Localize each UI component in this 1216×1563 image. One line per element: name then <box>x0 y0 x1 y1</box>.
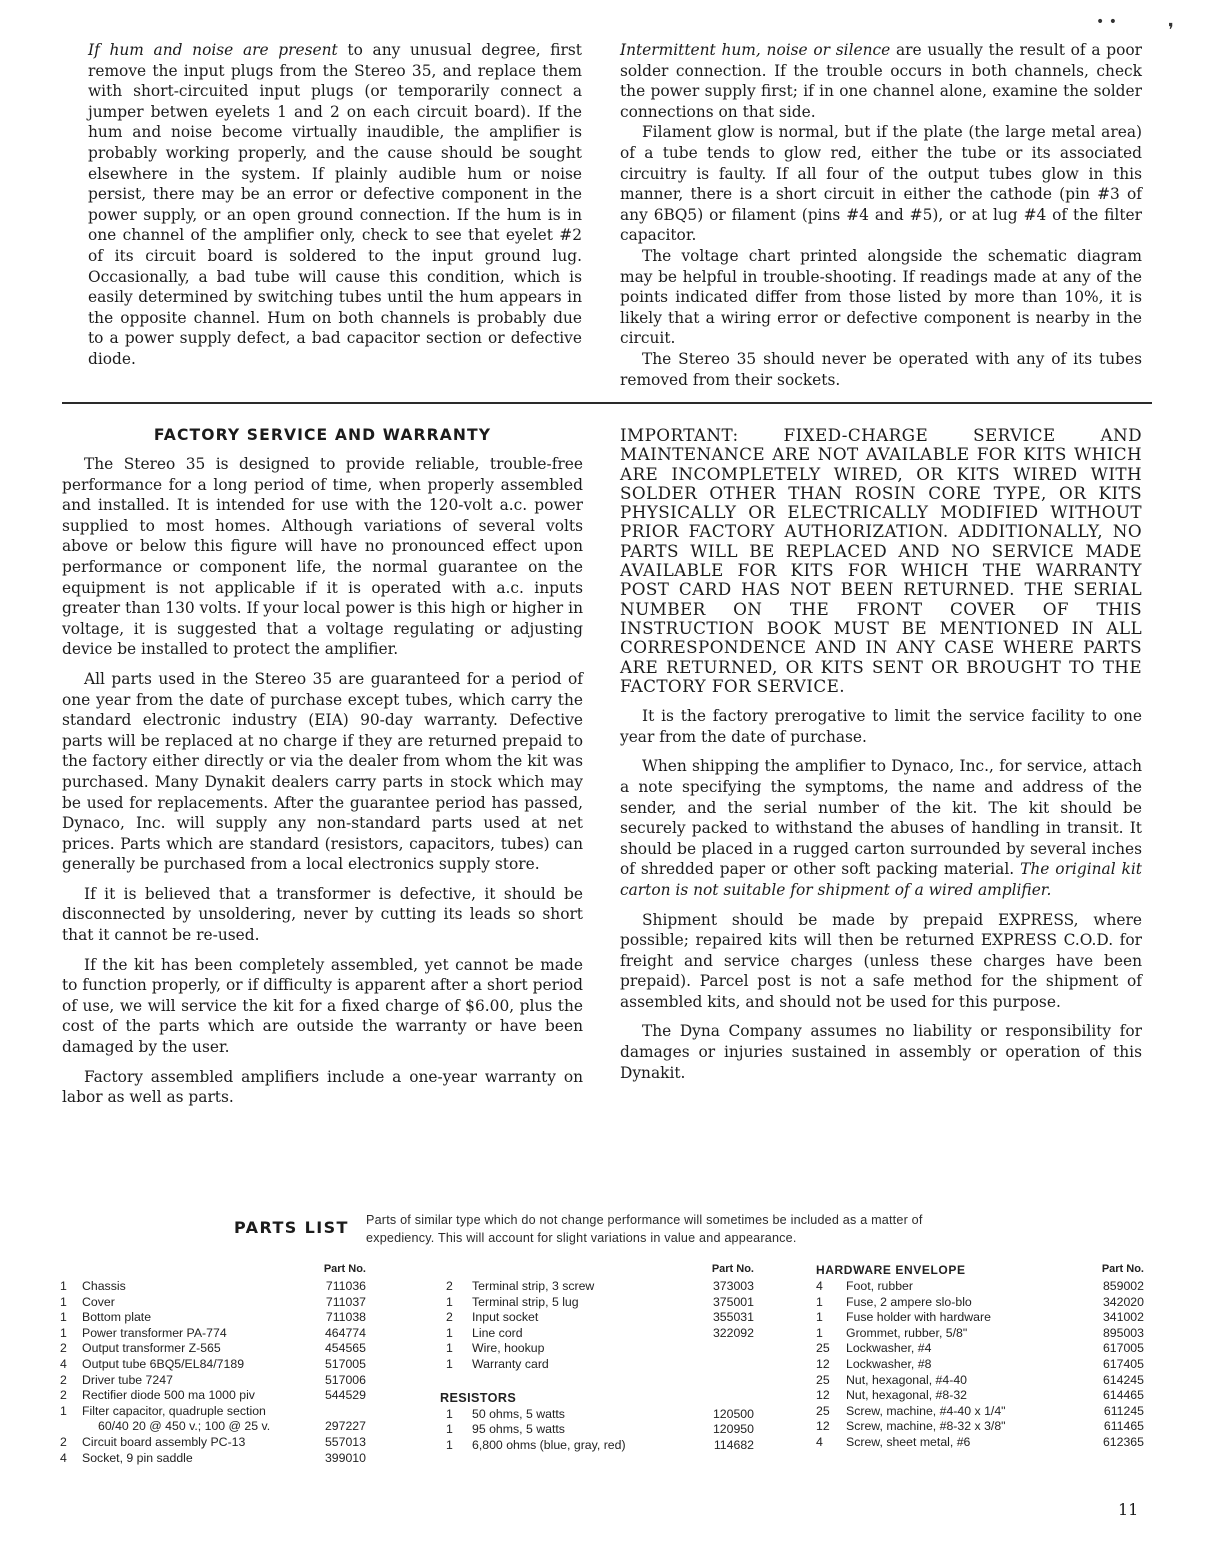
part-quantity: 1 <box>60 1325 67 1340</box>
important-notice: IMPORTANT: FIXED-CHARGE SERVICE AND MAINTENANCE ARE NOT AVAILABLE FOR KITS WHICH ARE INCOMPLETELY WIRED, OR KITS WIRED WITH SOLDER OTHER THAN ROSIN CORE TYPE, OR KITS PHYSICALLY OR ELECTRICALLY MODIFIED WITHOUT PRIOR FACTORY AUTHORIZATION. ADDITIONALLY, NO PARTS WILL BE REPLACED AND NO SERVICE MADE AVAILABLE FOR KITS FOR WHICH THE WARRANTY POST CARD HAS NOT BEEN RETURNED. THE SERIAL NUMBER ON THE FRONT COVER OF THIS INSTRUCTION BOOK MUST BE MENTIONED IN ALL CORRESPONDENCE AND IN ANY CASE WHERE PARTS ARE RETURNED, OR KITS SENT OR BROUGHT TO THE FACTORY FOR SERVICE. <box>620 425 1142 696</box>
parts-row <box>816 1404 1144 1420</box>
part-quantity: 1 <box>446 1356 453 1371</box>
parts-row <box>60 1419 366 1435</box>
part-description: Cover <box>82 1294 115 1309</box>
part-quantity: 1 <box>60 1403 67 1418</box>
part-quantity: 1 <box>446 1325 453 1340</box>
part-description: Screw, machine, #8-32 x 3/8" <box>846 1419 1006 1434</box>
part-number: 120500 <box>712 1406 754 1421</box>
hum-noise-paragraph: If hum and noise are present to any unusual degree, first remove the input plugs from the Stereo 35, and replace them with short-circuited input plugs (or temporarily connect a jumper betwen eyelets 1 and 2 on each circuit board). If the hum and noise become virtually inaudible, the amplifier is probably working properly, and the cause should be sought elsewhere in the system. If plainly audible hum or noise persist, there may be an error or defective component in the power supply, or an open ground connection. If the hum is in one channel of the amplifier only, check to see that eyelet #2 of its circuit board is soldered to the input ground lug. Occasionally, a bad tube will cause this condition, which is easily determined by switching tubes until the hum appears in the opposite channel. Hum on both channels is probably due to a power supply defect, a bad capacitor section or defective diode. <box>88 41 582 368</box>
part-description: Foot, rubber <box>846 1279 913 1293</box>
part-quantity: 2 <box>60 1372 67 1387</box>
parts-row <box>446 1310 754 1326</box>
warranty-section <box>62 426 583 1108</box>
part-description: 50 ohms, 5 watts <box>472 1406 565 1421</box>
part-number: 373003 <box>712 1279 754 1293</box>
service-paragraph: It is the factory prerogative to limit the service facility to one year from the date of purchase. <box>620 707 1142 746</box>
part-description: Grommet, rubber, 5/8" <box>846 1325 968 1340</box>
section-divider <box>62 402 1152 404</box>
hardware-header-row <box>816 1263 1144 1279</box>
part-quantity: 2 <box>446 1279 453 1293</box>
part-number: 517006 <box>324 1372 366 1387</box>
warranty-paragraph: If it is believed that a transformer is defective, it should be disconnected by unsoldering, never by cutting its leads so short that it cannot be re-used. <box>62 884 583 945</box>
part-quantity: 4 <box>816 1434 823 1449</box>
parts-row <box>446 1407 754 1423</box>
parts-row <box>60 1310 366 1326</box>
part-quantity: 1 <box>446 1341 453 1356</box>
part-number: 517005 <box>324 1356 366 1371</box>
part-number: 557013 <box>324 1434 366 1449</box>
parts-row <box>446 1357 754 1373</box>
part-quantity: 2 <box>60 1341 67 1356</box>
parts-row <box>60 1388 366 1404</box>
part-number: 114682 <box>713 1437 754 1452</box>
part-description: Terminal strip, 5 lug <box>472 1294 579 1309</box>
parts-row <box>60 1326 366 1342</box>
part-number: 895003 <box>1102 1325 1144 1340</box>
scan-speck: • • <box>1096 14 1117 30</box>
part-quantity: 2 <box>60 1388 67 1403</box>
service-paragraph: Shipment should be made by prepaid EXPRESS, where possible; repaired kits will then be returned EXPRESS C.O.D. for freight and service charges (unless these charges have been prepaid). Parcel post is not a safe method for the shipment of assembled kits, and should not be used for this purpose. <box>620 910 1142 1011</box>
part-description: Terminal strip, 3 screw <box>472 1279 595 1293</box>
parts-column-1 <box>60 1263 366 1466</box>
warranty-paragraph: The Stereo 35 is designed to provide reliable, trouble-free performance for a long period of time, when properly assembled and installed. It is intended for use with the 120-volt a.c. power supplied to most homes. Although variations of several volts above or below this figure will have no pronounced effect upon performance or component life, the normal guarantee on the equipment is not applicable if it is operated with a.c. inputs greater than 130 volts. If your local power is this high or higher in voltage, it is suggested that a voltage regulating or adjusting device be installed to protect the amplifier. <box>62 455 583 659</box>
part-quantity: 4 <box>60 1450 67 1465</box>
parts-row <box>816 1310 1144 1326</box>
part-number: 297227 <box>324 1419 366 1434</box>
intermittent-section <box>620 40 1142 390</box>
parts-row <box>816 1326 1144 1342</box>
part-description: Circuit board assembly PC-13 <box>82 1434 246 1449</box>
parts-row <box>446 1326 754 1342</box>
part-quantity: 2 <box>446 1310 453 1325</box>
parts-row <box>446 1279 754 1295</box>
parts-row <box>60 1404 366 1420</box>
service-section <box>620 426 1142 1083</box>
part-number: 614245 <box>1102 1372 1144 1387</box>
part-description: Fuse, 2 ampere slo-blo <box>846 1294 972 1309</box>
part-number: 120950 <box>712 1422 754 1437</box>
part-description: Driver tube 7247 <box>82 1372 173 1387</box>
part-quantity: 12 <box>816 1356 830 1371</box>
part-description: Fuse holder with hardware <box>846 1310 991 1325</box>
shipping-paragraph: When shipping the amplifier to Dynaco, Inc., for service, attach a note specifying the symptoms, the name and address of the sender, and the serial number of the kit. The kit should be securely packed to withstand the abuses of handling in transit. It should be placed in a rugged carton surrounded by several inches of shredded paper or other soft packing material. The original kit carton is not suitable for shipment of a wired amplifier. <box>620 757 1142 899</box>
parts-row <box>816 1419 1144 1435</box>
part-number: 614465 <box>1102 1388 1144 1403</box>
filament-glow-paragraph: Filament glow is normal, but if the plate (the large metal area) of a tube tends to glow red, either the tube or its associated circuitry is faulty. If all four of the output tubes glow in this manner, there is a short circuit in either the cathode (pin #3 of any 6BQ5) or filament (pins #4 and #5), or at lug #4 of the filter capacitor. <box>620 123 1142 245</box>
part-quantity: 25 <box>816 1341 830 1356</box>
part-description: 60/40 20 @ 450 v.; 100 @ 25 v. <box>98 1419 271 1434</box>
part-quantity: 1 <box>446 1422 453 1437</box>
voltage-chart-paragraph: The voltage chart printed alongside the schematic diagram may be helpful in trouble-shooting. If readings made at any of the points indicated differ from those listed by more than 10%, it is likely that a wiring error or defective component is nearby in the circuit. <box>620 246 1142 348</box>
parts-row <box>816 1373 1144 1389</box>
part-description: 95 ohms, 5 watts <box>472 1422 565 1437</box>
parts-row <box>60 1451 366 1467</box>
parts-row <box>60 1373 366 1389</box>
part-number: 341002 <box>1102 1310 1144 1325</box>
warranty-paragraph: Factory assembled amplifiers include a one-year warranty on labor as well as parts. <box>62 1067 583 1107</box>
part-number: 464774 <box>324 1325 366 1340</box>
part-quantity: 12 <box>816 1388 830 1403</box>
parts-column-2 <box>440 1263 754 1453</box>
part-description: Warranty card <box>472 1356 549 1371</box>
parts-row <box>816 1357 1144 1373</box>
warranty-paragraph: If the kit has been completely assembled, yet cannot be made to function properly, or if difficulty is apparent after a short period of use, we will service the kit for a fixed charge of $6.00, plus the cost of the parts which are outside the warranty or have been damaged by the user. <box>62 955 583 1057</box>
part-description: Power transformer PA-774 <box>82 1325 227 1340</box>
parts-row <box>446 1341 754 1357</box>
part-number: 544529 <box>324 1388 366 1403</box>
part-description: Nut, hexagonal, #8-32 <box>846 1388 968 1403</box>
part-number: 617005 <box>1102 1341 1144 1356</box>
parts-list-title: PARTS LIST <box>234 1218 349 1237</box>
part-number: 617405 <box>1102 1356 1144 1371</box>
parts-row <box>60 1435 366 1451</box>
part-description: Chassis <box>82 1279 126 1293</box>
part-description: Input socket <box>472 1310 539 1325</box>
part-quantity: 12 <box>816 1419 830 1434</box>
parts-row <box>816 1388 1144 1404</box>
part-description: Line cord <box>472 1325 523 1340</box>
part-number: 611245 <box>1103 1403 1144 1418</box>
part-quantity <box>60 1419 82 1435</box>
warranty-paragraph: All parts used in the Stereo 35 are guaranteed for a period of one year from the date of purchase except tubes, which carry the standard electronic industry (EIA) 90-day warranty. Defective parts will be replaced at no charge if they are returned prepaid to the factory either directly or via the dealer from whom the kit was purchased. Many Dynakit dealers carry parts in stock which may be used for replacements. After the guarantee period has passed, Dynaco, Inc. will supply any non-standard parts used at net prices. Parts which are standard (resistors, capacitors, tubes) can generally be purchased from a local electronics supply store. <box>62 669 583 874</box>
part-description: Screw, machine, #4-40 x 1/4" <box>846 1403 1006 1418</box>
part-number: 399010 <box>324 1450 366 1465</box>
part-number: 612365 <box>1102 1434 1144 1449</box>
part-description: 6,800 ohms (blue, gray, red) <box>472 1437 626 1452</box>
part-description: Screw, sheet metal, #6 <box>846 1434 971 1449</box>
part-description: Filter capacitor, quadruple section <box>82 1403 266 1418</box>
part-number: 322092 <box>712 1325 754 1340</box>
parts-row <box>446 1422 754 1438</box>
part-number: 711036 <box>325 1279 366 1293</box>
part-description: Socket, 9 pin saddle <box>82 1450 193 1465</box>
part-quantity: 1 <box>816 1325 823 1340</box>
parts-row <box>60 1341 366 1357</box>
part-quantity: 1 <box>446 1294 453 1309</box>
part-number: 355031 <box>712 1310 754 1325</box>
part-number: 342020 <box>1102 1294 1144 1309</box>
part-quantity: 2 <box>60 1434 67 1449</box>
parts-row <box>816 1279 1144 1295</box>
part-quantity: 1 <box>60 1279 67 1293</box>
part-number: 454565 <box>324 1341 366 1356</box>
part-quantity: 25 <box>816 1372 830 1387</box>
resistors-title: RESISTORS <box>440 1390 517 1405</box>
part-quantity: 1 <box>816 1310 823 1325</box>
part-description: Output transformer Z-565 <box>82 1341 221 1356</box>
part-number: 711037 <box>325 1294 366 1309</box>
hum-noise-section <box>88 40 582 370</box>
part-number: 711038 <box>325 1310 366 1325</box>
part-no-header: Part No. <box>1101 1263 1144 1275</box>
part-quantity: 1 <box>446 1437 453 1452</box>
service-paragraph: The Dyna Company assumes no liability or responsibility for damages or injuries sustained in assembly or operation of this Dynakit. <box>620 1022 1142 1082</box>
part-description: Wire, hookup <box>472 1341 545 1356</box>
part-description: Lockwasher, #8 <box>846 1356 932 1371</box>
hardware-title: HARDWARE ENVELOPE <box>816 1263 966 1277</box>
intermittent-paragraph: Intermittent hum, noise or silence are usually the result of a poor solder connection. If the trouble occurs in both channels, check the power supply first; if in one channel alone, examine the solder connections on that side. <box>620 41 1142 121</box>
parts-row <box>816 1341 1144 1357</box>
parts-row <box>60 1357 366 1373</box>
part-number: 611465 <box>1103 1419 1144 1434</box>
part-description: Rectifier diode 500 ma 1000 piv <box>82 1388 255 1403</box>
part-quantity: 1 <box>446 1406 453 1421</box>
page-number: 11 <box>1118 1500 1139 1519</box>
part-number: 375001 <box>712 1294 754 1309</box>
part-quantity: 25 <box>816 1403 830 1418</box>
parts-row <box>60 1295 366 1311</box>
part-quantity: 1 <box>60 1310 67 1325</box>
part-quantity: 1 <box>60 1294 67 1309</box>
part-no-header: Part No. <box>323 1263 366 1275</box>
warranty-heading: FACTORY SERVICE AND WARRANTY <box>153 426 492 444</box>
part-description: Nut, hexagonal, #4-40 <box>846 1372 968 1387</box>
part-no-header: Part No. <box>711 1263 754 1275</box>
tubes-removed-paragraph: The Stereo 35 should never be operated with any of its tubes removed from their sockets. <box>620 349 1142 389</box>
part-quantity: 4 <box>816 1279 823 1293</box>
part-description: Bottom plate <box>82 1310 152 1325</box>
parts-column-3 <box>816 1263 1144 1451</box>
part-description: Lockwasher, #4 <box>846 1341 932 1356</box>
parts-row <box>446 1295 754 1311</box>
part-quantity: 4 <box>60 1356 67 1371</box>
parts-list-note: Parts of similar type which do not change performance will sometimes be included as a matter of expediency. This will account for slight variations in value and appearance. <box>366 1213 923 1245</box>
parts-row <box>60 1279 366 1295</box>
parts-row <box>446 1438 754 1454</box>
part-description: Output tube 6BQ5/EL84/7189 <box>82 1356 245 1371</box>
scan-mark: ❜ <box>1168 20 1174 41</box>
parts-row <box>816 1435 1144 1451</box>
part-quantity: 1 <box>816 1294 823 1309</box>
parts-row <box>816 1295 1144 1311</box>
part-number: 859002 <box>1102 1279 1144 1293</box>
